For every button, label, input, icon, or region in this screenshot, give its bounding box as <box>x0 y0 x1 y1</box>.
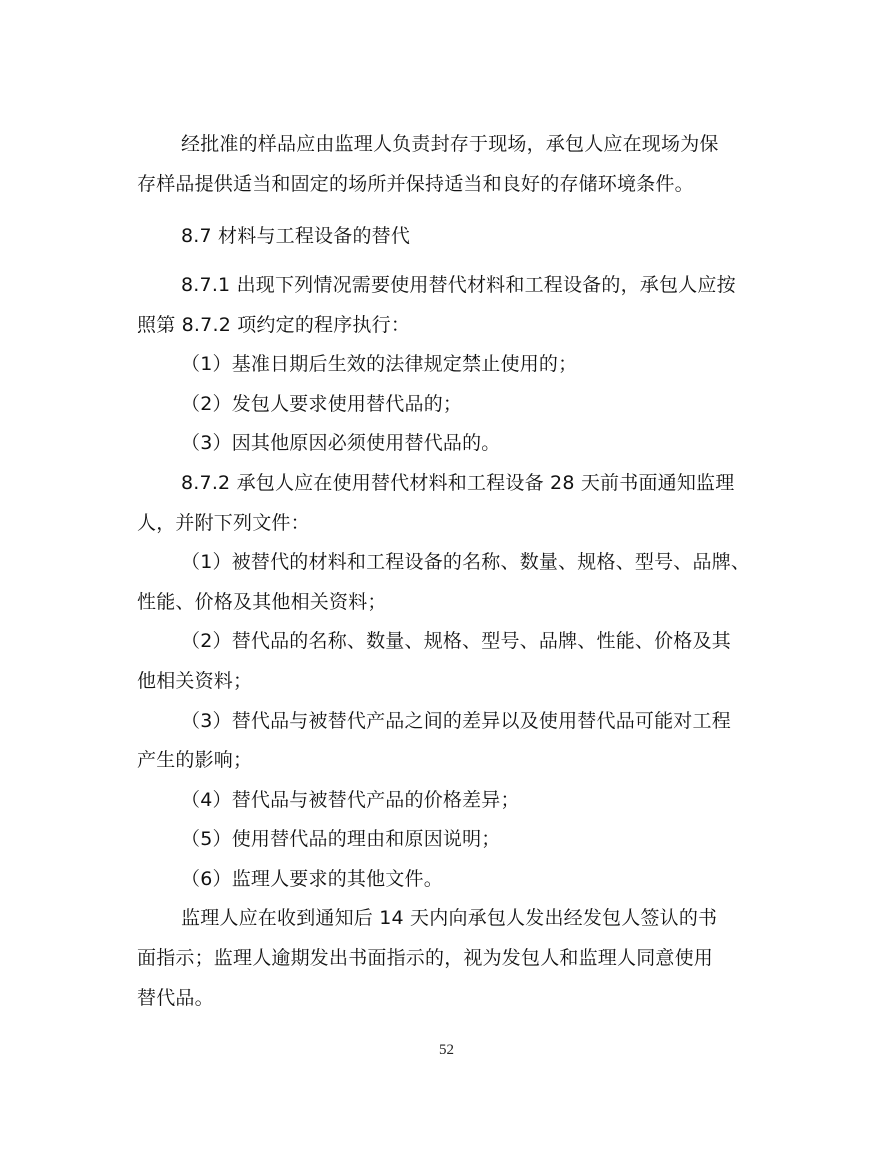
para1-line1: 经批准的样品应由监理人负责封存于现场，承包人应在现场为保 <box>181 133 719 155</box>
clause-8-7-1-item: （2）发包人要求使用替代品的； <box>181 393 463 415</box>
clause-8-7-2-item4: （4）替代品与被替代产品的价格差异； <box>181 789 520 811</box>
clause-8-7-2-item2-line1: （2）替代品的名称、数量、规格、型号、品牌、性能、价格及其 <box>181 630 731 652</box>
clause-8-7-2-item6: （6）监理人要求的其他文件。 <box>181 868 443 890</box>
page-number: 52 <box>439 1042 454 1058</box>
clause-8-7-1-item: （1）基准日期后生效的法律规定禁止使用的； <box>181 353 578 375</box>
final-para-line3: 替代品。 <box>137 987 214 1009</box>
clause-8-7-2-item3-line2: 产生的影响； <box>137 749 253 771</box>
clause-8-7-2-item3-line1: （3）替代品与被替代产品之间的差异以及使用替代品可能对工程 <box>181 710 731 732</box>
para1-line2: 存样品提供适当和固定的场所并保持适当和良好的存储环境条件。 <box>137 173 694 195</box>
clause-8-7-2-line1: 8.7.2 承包人应在使用替代材料和工程设备 28 天前书面通知监理 <box>181 472 735 494</box>
clause-8-7-1-line2: 照第 8.7.2 项约定的程序执行： <box>137 314 411 336</box>
clause-8-7-1-line1: 8.7.1 出现下列情况需要使用替代材料和工程设备的，承包人应按 <box>181 274 736 296</box>
clause-8-7-2-line2: 人，并附下列文件： <box>137 512 310 534</box>
clause-8-7-1-item: （3）因其他原因必须使用替代品的。 <box>181 432 501 454</box>
clause-8-7-2-item5: （5）使用替代品的理由和原因说明； <box>181 828 501 850</box>
final-para-line2: 面指示；监理人逾期发出书面指示的，视为发包人和监理人同意使用 <box>137 947 714 969</box>
section-heading-8-7: 8.7 材料与工程设备的替代 <box>181 225 411 247</box>
clause-8-7-2-item1-line2: 性能、价格及其他相关资料； <box>137 591 387 613</box>
clause-8-7-2-item2-line2: 他相关资料； <box>137 670 253 692</box>
clause-8-7-2-item1-line1: （1）被替代的材料和工程设备的名称、数量、规格、型号、品牌、 <box>181 551 751 573</box>
final-para-line1: 监理人应在收到通知后 14 天内向承包人发出经发包人签认的书 <box>181 907 718 929</box>
